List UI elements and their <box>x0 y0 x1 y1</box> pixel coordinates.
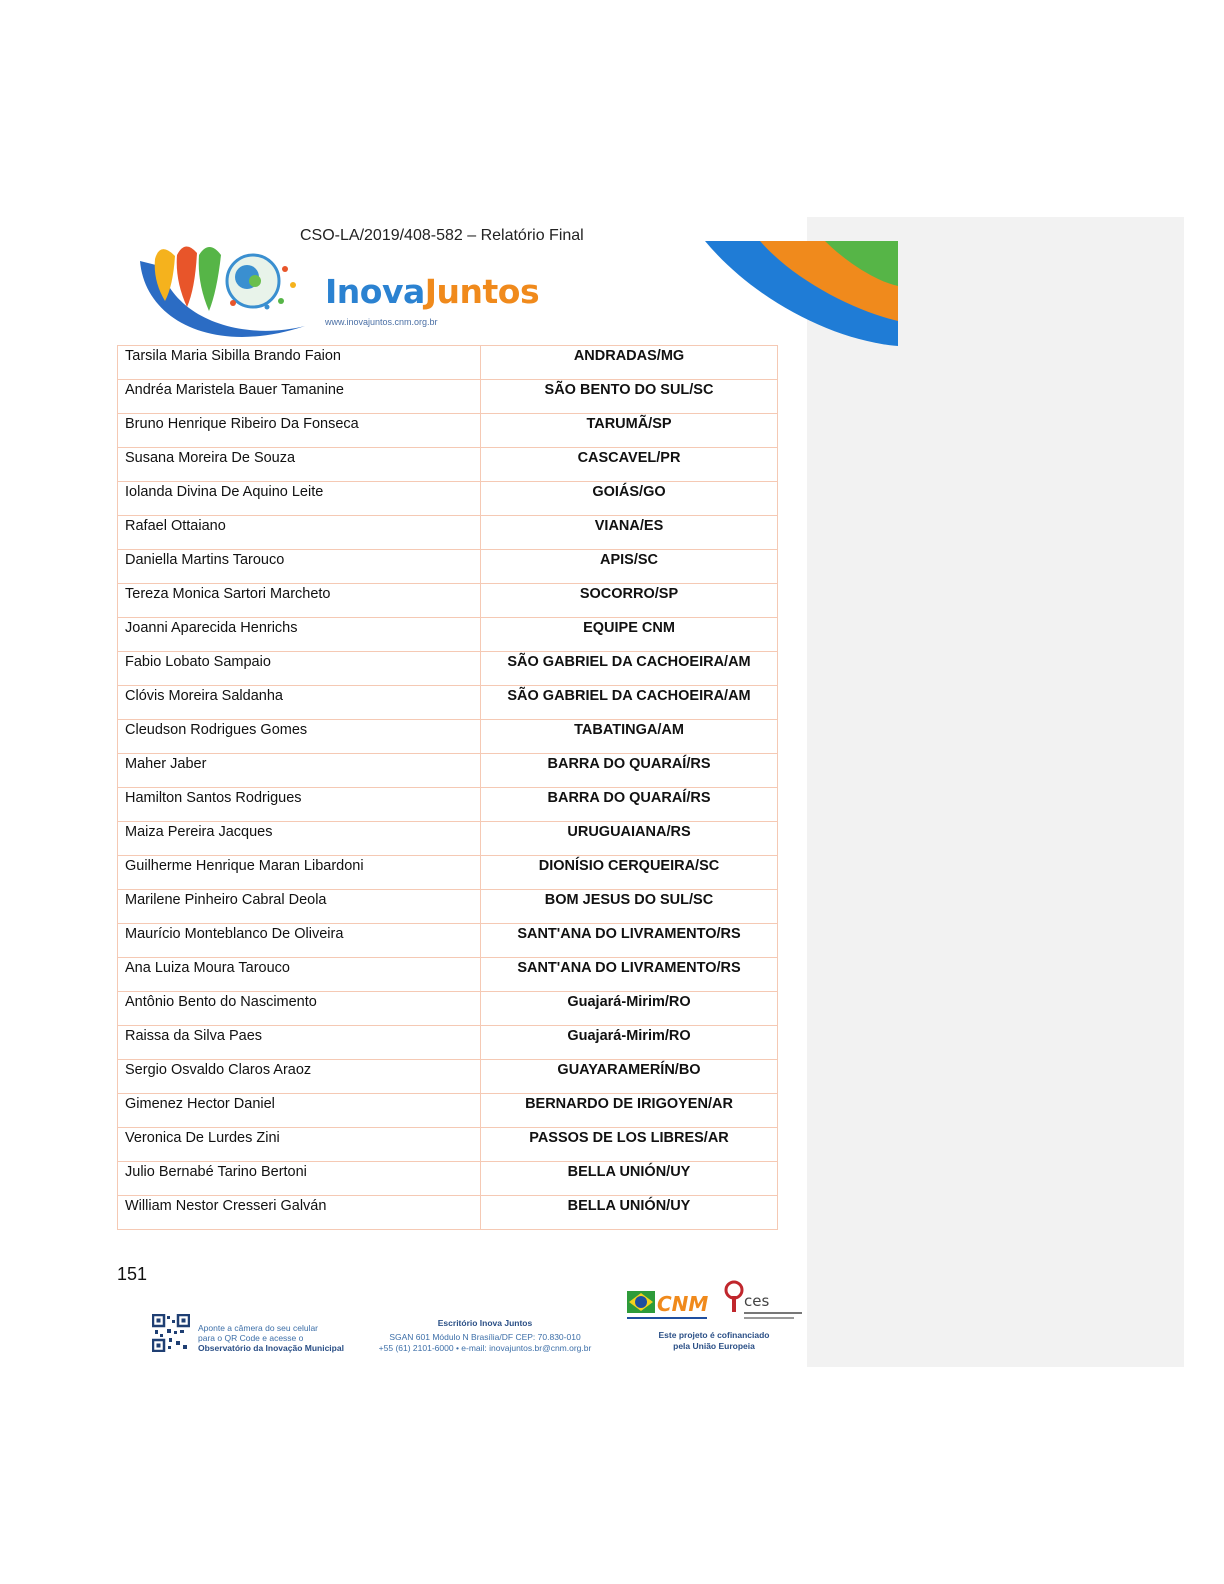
svg-text:CNM: CNM <box>657 1292 709 1316</box>
logo-word-inova: Inova <box>325 272 425 311</box>
participant-location: TARUMÃ/SP <box>481 414 778 448</box>
table-row <box>118 652 778 686</box>
cnm-logo-icon <box>627 1285 709 1325</box>
inovajuntos-banner <box>135 241 898 346</box>
participant-location: TABATINGA/AM <box>481 720 778 754</box>
table-row <box>118 516 778 550</box>
table-row <box>118 822 778 856</box>
table-row <box>118 482 778 516</box>
table-row <box>118 1026 778 1060</box>
participant-location: CASCAVEL/PR <box>481 448 778 482</box>
participant-location: URUGUAIANA/RS <box>481 822 778 856</box>
table-row <box>118 1128 778 1162</box>
office-address: SGAN 601 Módulo N Brasília/DF CEP: 70.830-010 <box>389 1332 581 1342</box>
participant-name: Tereza Monica Sartori Marcheto <box>118 584 481 618</box>
participant-location: GUAYARAMERÍN/BO <box>481 1060 778 1094</box>
participant-location: BARRA DO QUARAÍ/RS <box>481 754 778 788</box>
office-title: Escritório Inova Juntos <box>437 1318 533 1328</box>
table-row <box>118 754 778 788</box>
participant-name: Guilherme Henrique Maran Libardoni <box>118 856 481 890</box>
participant-location: DIONÍSIO CERQUEIRA/SC <box>481 856 778 890</box>
participant-location: VIANA/ES <box>481 516 778 550</box>
table-row <box>118 550 778 584</box>
participant-name: Veronica De Lurdes Zini <box>118 1128 481 1162</box>
participant-location: APIS/SC <box>481 550 778 584</box>
office-info <box>372 1318 598 1354</box>
qr-caption-line-3: Observatório da Inovação Municipal <box>198 1343 344 1353</box>
participant-location: PASSOS DE LOS LIBRES/AR <box>481 1128 778 1162</box>
table-row <box>118 992 778 1026</box>
participant-name: Maurício Monteblanco De Oliveira <box>118 924 481 958</box>
table-row <box>118 584 778 618</box>
participant-name: Joanni Aparecida Henrichs <box>118 618 481 652</box>
table-row <box>118 890 778 924</box>
ces-logo-icon <box>722 1278 804 1324</box>
table-row <box>118 380 778 414</box>
table-row <box>118 788 778 822</box>
office-contact: +55 (61) 2101-6000 • e-mail: inovajuntos.br@cnm.org.br <box>378 1343 592 1353</box>
participant-location: BELLA UNIÓN/UY <box>481 1162 778 1196</box>
participant-location: SÃO GABRIEL DA CACHOEIRA/AM <box>481 652 778 686</box>
qr-code-icon <box>152 1314 190 1352</box>
participant-name: Daniella Martins Tarouco <box>118 550 481 584</box>
cofinancing-note <box>650 1330 778 1352</box>
participants-table-body <box>118 346 778 1230</box>
table-row <box>118 856 778 890</box>
participant-location: BERNARDO DE IRIGOYEN/AR <box>481 1094 778 1128</box>
participant-location: GOIÁS/GO <box>481 482 778 516</box>
participant-name: Ana Luiza Moura Tarouco <box>118 958 481 992</box>
participant-name: Clóvis Moreira Saldanha <box>118 686 481 720</box>
participant-name: Rafael Ottaiano <box>118 516 481 550</box>
table-row <box>118 1060 778 1094</box>
logo-figure-green-icon <box>199 247 221 311</box>
table-row <box>118 924 778 958</box>
participant-location: SANT'ANA DO LIVRAMENTO/RS <box>481 958 778 992</box>
participant-name: Cleudson Rodrigues Gomes <box>118 720 481 754</box>
participant-location: SOCORRO/SP <box>481 584 778 618</box>
table-row <box>118 414 778 448</box>
qr-caption <box>198 1323 344 1353</box>
participant-location: Guajará-Mirim/RO <box>481 992 778 1026</box>
participant-name: Julio Bernabé Tarino Bertoni <box>118 1162 481 1196</box>
table-row <box>118 686 778 720</box>
table-row <box>118 1162 778 1196</box>
participant-name: Marilene Pinheiro Cabral Deola <box>118 890 481 924</box>
participant-name: William Nestor Cresseri Galván <box>118 1196 481 1230</box>
table-row <box>118 346 778 380</box>
logo-url: www.inovajuntos.cnm.org.br <box>325 317 438 327</box>
table-row <box>118 958 778 992</box>
table-row <box>118 720 778 754</box>
participant-name: Hamilton Santos Rodrigues <box>118 788 481 822</box>
table-row <box>118 1196 778 1230</box>
table-row <box>118 448 778 482</box>
participant-name: Iolanda Divina De Aquino Leite <box>118 482 481 516</box>
logo-figure-red-icon <box>177 246 197 307</box>
participant-name: Maiza Pereira Jacques <box>118 822 481 856</box>
cofin-line-1: Este projeto é cofinanciado <box>658 1330 770 1340</box>
participant-name: Andréa Maristela Bauer Tamanine <box>118 380 481 414</box>
logo-word-juntos: Juntos <box>424 272 540 311</box>
participant-name: Raissa da Silva Paes <box>118 1026 481 1060</box>
svg-text:ces: ces <box>744 1292 770 1310</box>
table-row <box>118 618 778 652</box>
qr-caption-line-2: para o QR Code e acesse o <box>198 1333 304 1343</box>
participant-name: Sergio Osvaldo Claros Araoz <box>118 1060 481 1094</box>
cofin-line-2: pela União Europeia <box>673 1341 755 1351</box>
page-number: 151 <box>117 1264 148 1284</box>
participant-location: SANT'ANA DO LIVRAMENTO/RS <box>481 924 778 958</box>
participant-location: BELLA UNIÓN/UY <box>481 1196 778 1230</box>
doc-code-text: CSO-LA/2019/408-582 – Relatório Final <box>300 227 584 244</box>
participant-location: ANDRADAS/MG <box>481 346 778 380</box>
table-row <box>118 1094 778 1128</box>
participant-name: Tarsila Maria Sibilla Brando Faion <box>118 346 481 380</box>
side-gray-panel <box>807 217 1184 1367</box>
participant-location: SÃO GABRIEL DA CACHOEIRA/AM <box>481 686 778 720</box>
participant-location: SÃO BENTO DO SUL/SC <box>481 380 778 414</box>
participant-location: BARRA DO QUARAÍ/RS <box>481 788 778 822</box>
qr-caption-line-1: Aponte a câmera do seu celular <box>198 1323 319 1333</box>
participant-name: Maher Jaber <box>118 754 481 788</box>
participant-name: Antônio Bento do Nascimento <box>118 992 481 1026</box>
participant-location: Guajará-Mirim/RO <box>481 1026 778 1060</box>
participant-name: Fabio Lobato Sampaio <box>118 652 481 686</box>
participant-location: EQUIPE CNM <box>481 618 778 652</box>
participant-name: Susana Moreira De Souza <box>118 448 481 482</box>
participant-location: BOM JESUS DO SUL/SC <box>481 890 778 924</box>
participant-name: Bruno Henrique Ribeiro Da Fonseca <box>118 414 481 448</box>
participants-table <box>117 345 778 1230</box>
participant-name: Gimenez Hector Daniel <box>118 1094 481 1128</box>
logo-wordmark <box>325 273 539 311</box>
